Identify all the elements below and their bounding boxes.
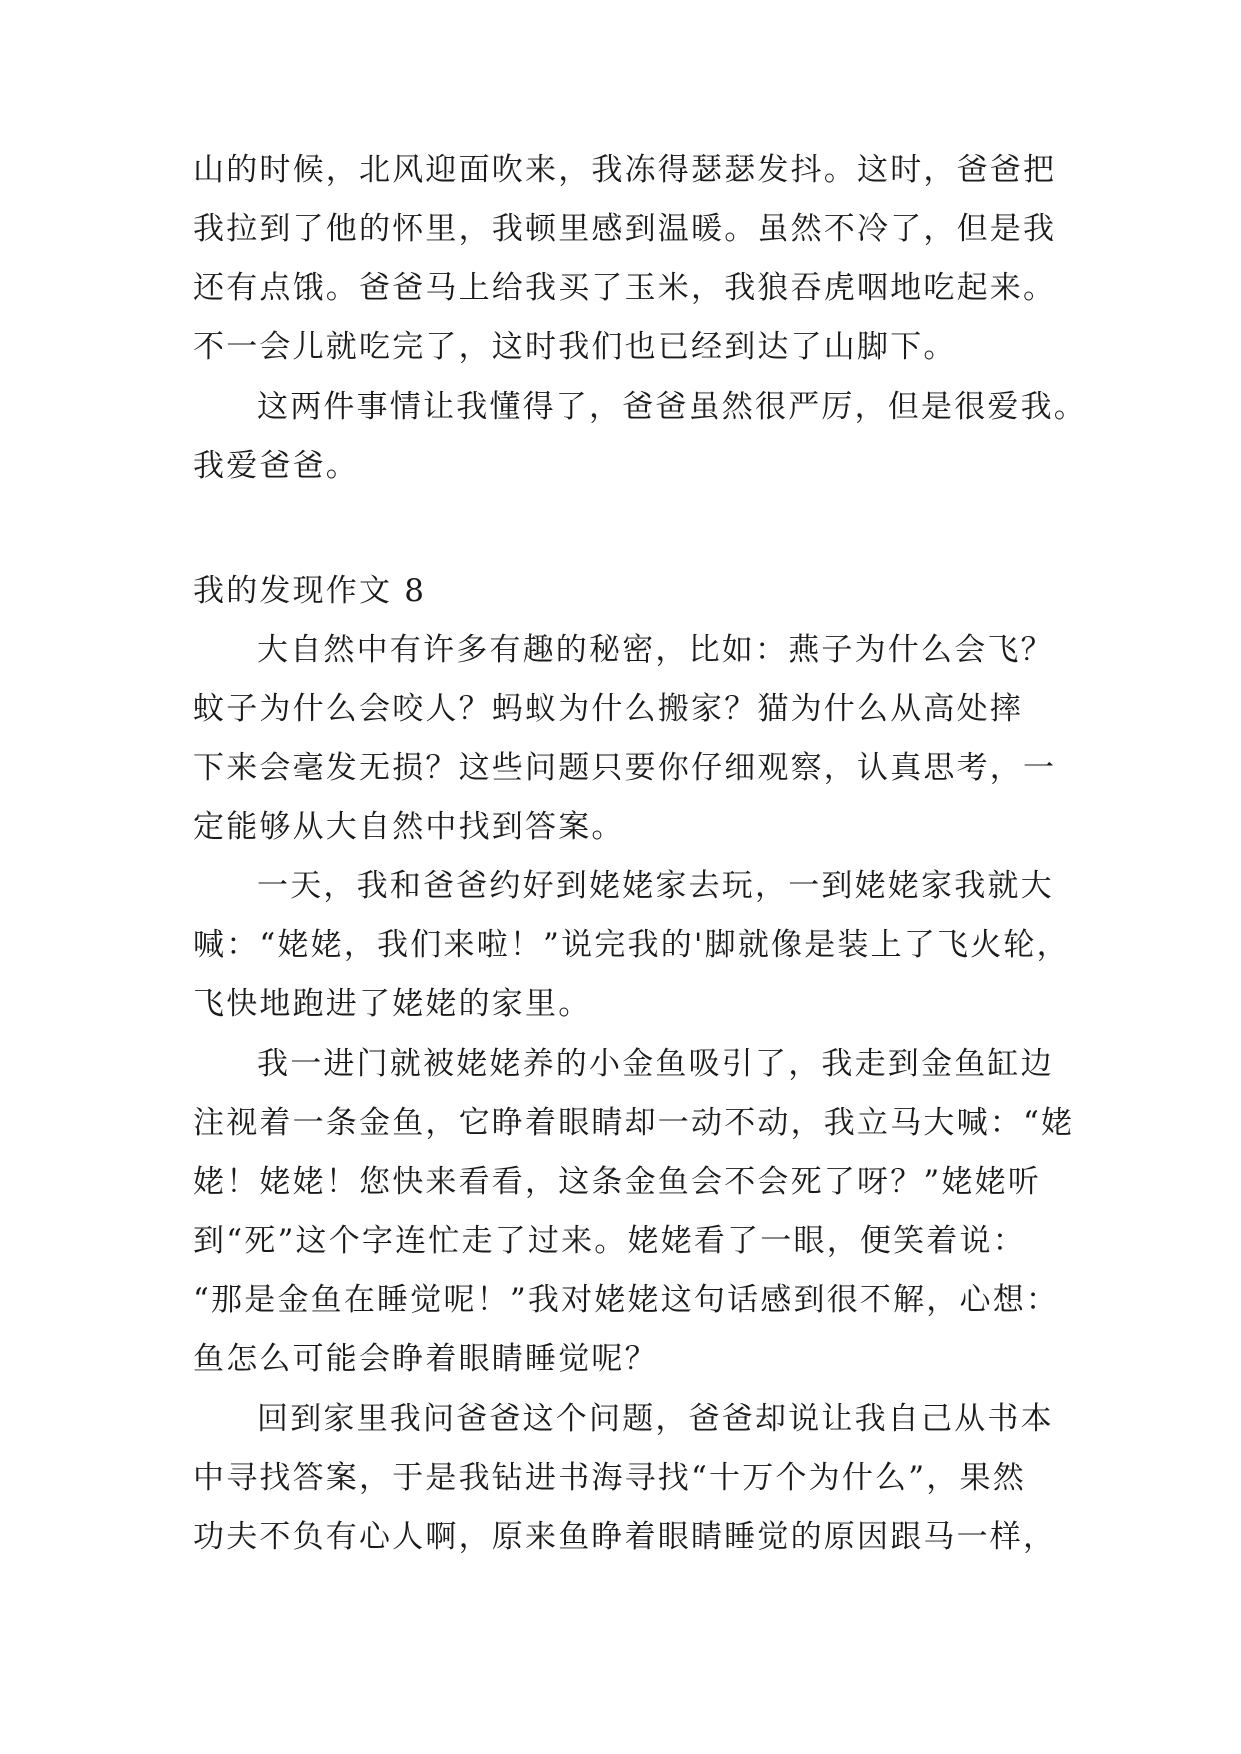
paragraph-line: 回到家里我问爸爸这个问题，爸爸却说让我自己从书本 (257, 1401, 1054, 1437)
paragraph-line: 姥！姥姥！您快来看看，这条金鱼会不会死了呀？”姥姥听 (193, 1164, 1042, 1200)
paragraph-line: 这两件事情让我懂得了，爸爸虽然很严厉，但是很爱我。 (257, 389, 1087, 425)
paragraph-line: 功夫不负有心人啊，原来鱼睁着眼睛睡觉的原因跟马一样， (193, 1519, 1057, 1555)
paragraph-line: 蚊子为什么会咬人？蚂蚁为什么搬家？猫为什么从高处摔 (193, 691, 1023, 727)
paragraph-line: 我一进门就被姥姥养的小金鱼吸引了，我走到金鱼缸边 (257, 1046, 1054, 1082)
essay-title: 我的发现作文 8 (193, 573, 427, 609)
paragraph-line: 不一会儿就吃完了，这时我们也已经到达了山脚下。 (193, 329, 957, 365)
paragraph-line: 还有点饿。爸爸马上给我买了玉米，我狼吞虎咽地吃起来。 (193, 270, 1057, 306)
paragraph-line: “那是金鱼在睡觉呢！”我对姥姥这句话感到很不解，心想： (193, 1282, 1060, 1318)
paragraph-line: 喊：“姥姥，我们来啦！”说完我的'脚就像是装上了飞火轮， (193, 927, 1070, 963)
paragraph-line: 我爱爸爸。 (193, 448, 359, 484)
paragraph-line: 我拉到了他的怀里，我顿里感到温暖。虽然不冷了，但是我 (193, 211, 1057, 247)
paragraph-line: 下来会毫发无损？这些问题只要你仔细观察，认真思考，一 (193, 750, 1057, 786)
paragraph-line: 到“死”这个字连忙走了过来。姥姥看了一眼，便笑着说： (193, 1223, 1026, 1259)
paragraph-line: 大自然中有许多有趣的秘密，比如：燕子为什么会飞？ (257, 632, 1054, 668)
paragraph-line: 定能够从大自然中找到答案。 (193, 809, 625, 845)
paragraph-line: 中寻找答案，于是我钻进书海寻找“十万个为什么”，果然 (193, 1460, 1026, 1496)
paragraph-line: 一天，我和爸爸约好到姥姥家去玩，一到姥姥家我就大 (257, 868, 1054, 904)
paragraph-line: 注视着一条金鱼，它睁着眼睛却一动不动，我立马大喊：“姥 (193, 1105, 1075, 1141)
paragraph-line: 飞快地跑进了姥姥的家里。 (193, 986, 592, 1022)
paragraph-line: 山的时候，北风迎面吹来，我冻得瑟瑟发抖。这时，爸爸把 (193, 152, 1057, 188)
paragraph-line: 鱼怎么可能会睁着眼睛睡觉呢？ (193, 1341, 658, 1377)
